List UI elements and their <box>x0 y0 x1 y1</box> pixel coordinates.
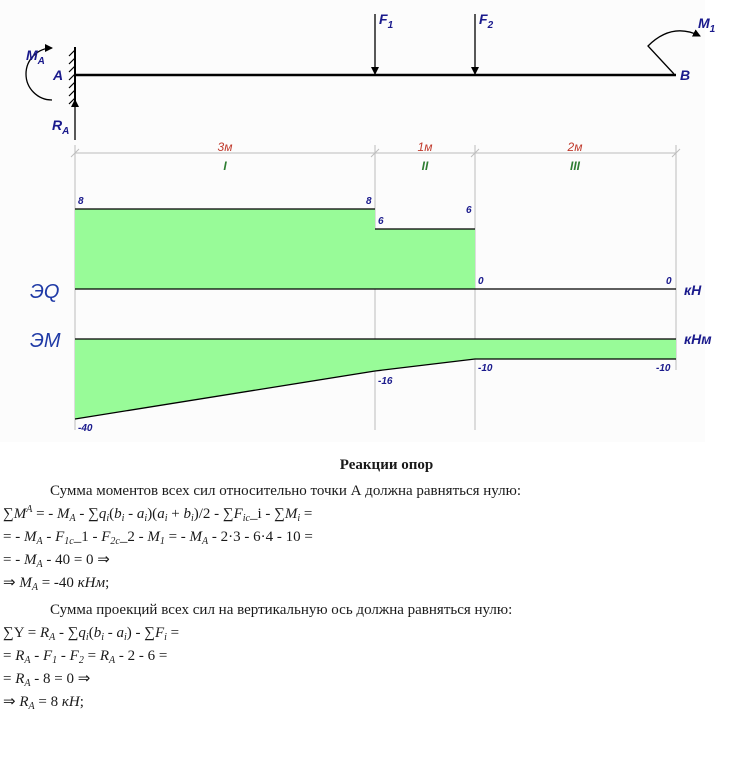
moment-line-1: $\sum M^A$ = - $M_A - \sum q_i(b_i - a_i)(a_i + b_i)/2$ - $\sum F_{ic}\_i - \sum M_i$ = <box>3 504 313 524</box>
moment-value-x0: -40 <box>78 423 93 434</box>
moment-line-3: = - $M_A - 40 = 0$ ⇒ <box>3 552 110 570</box>
reactions-text <box>0 452 743 752</box>
force-line-2: = $R_A - F_1 - F_2 = R_A - 2 - 6$ = <box>3 648 168 666</box>
moment-intro: Сумма моментов всех сил относительно точки А должна равняться нулю: <box>50 483 521 499</box>
force-line-3: = $R_A - 8 = 0$ ⇒ <box>3 671 91 689</box>
moment-unit: кНм <box>684 331 712 347</box>
moment-line-2: = - $M_A$ - $F_{1c}\_1$ - $F_{2c}\_2 - M_1$ = - $M_A - 2\cdot 3 - 6\cdot 4 - 10$ = <box>3 529 313 547</box>
moment-m1-arrow <box>648 31 700 74</box>
moment-value-x6: -10 <box>656 363 671 374</box>
label-a: A <box>53 67 64 83</box>
shear-value-x3-right: 6 <box>378 216 384 227</box>
segment-3-length: 2м <box>567 140 583 154</box>
label-ma: $M_A$ <box>26 47 45 67</box>
moment-value-x3: -16 <box>378 376 393 387</box>
shear-value-x4-right: 0 <box>478 276 484 287</box>
label-f2: $F_2$ <box>479 11 494 31</box>
shear-value-x3-left: 8 <box>366 196 372 207</box>
shear-value-x6: 0 <box>666 276 672 287</box>
shear-diagram-name: ЭQ <box>30 281 60 303</box>
shear-unit: кН <box>684 282 702 298</box>
moment-value-x4: -10 <box>478 363 493 374</box>
moment-diagram-name: ЭМ <box>30 330 61 352</box>
shear-value-x4-left: 6 <box>466 205 472 216</box>
force-intro: Сумма проекций всех сил на вертикальную ось должна равняться нулю: <box>50 602 513 618</box>
segment-1-length: 3м <box>217 140 233 154</box>
shear-value-x0: 8 <box>78 196 84 207</box>
label-m1: $M_1$ <box>698 15 716 35</box>
shear-fill-2 <box>375 229 475 289</box>
moment-line-4: ⇒ $M_A = -40$ кНм; <box>3 575 110 593</box>
force-line-1: $\sum Y = R_A - \sum q_i(b_i - a_i) - \sum F_i$ = <box>3 625 180 643</box>
shear-fill-1 <box>75 209 375 289</box>
reactions-heading: Реакции опор <box>339 457 434 473</box>
segment-2-length: 1м <box>417 140 433 154</box>
segment-1-roman: I <box>223 159 227 173</box>
label-f1: $F_1$ <box>379 11 394 31</box>
label-b: B <box>680 67 691 83</box>
label-ra: $R_A$ <box>52 117 70 137</box>
fixed-support <box>69 47 75 104</box>
segment-3-roman: III <box>569 159 581 173</box>
segment-2-roman: II <box>421 159 429 173</box>
force-line-4: ⇒ $R_A = 8$ кН; <box>3 694 84 712</box>
